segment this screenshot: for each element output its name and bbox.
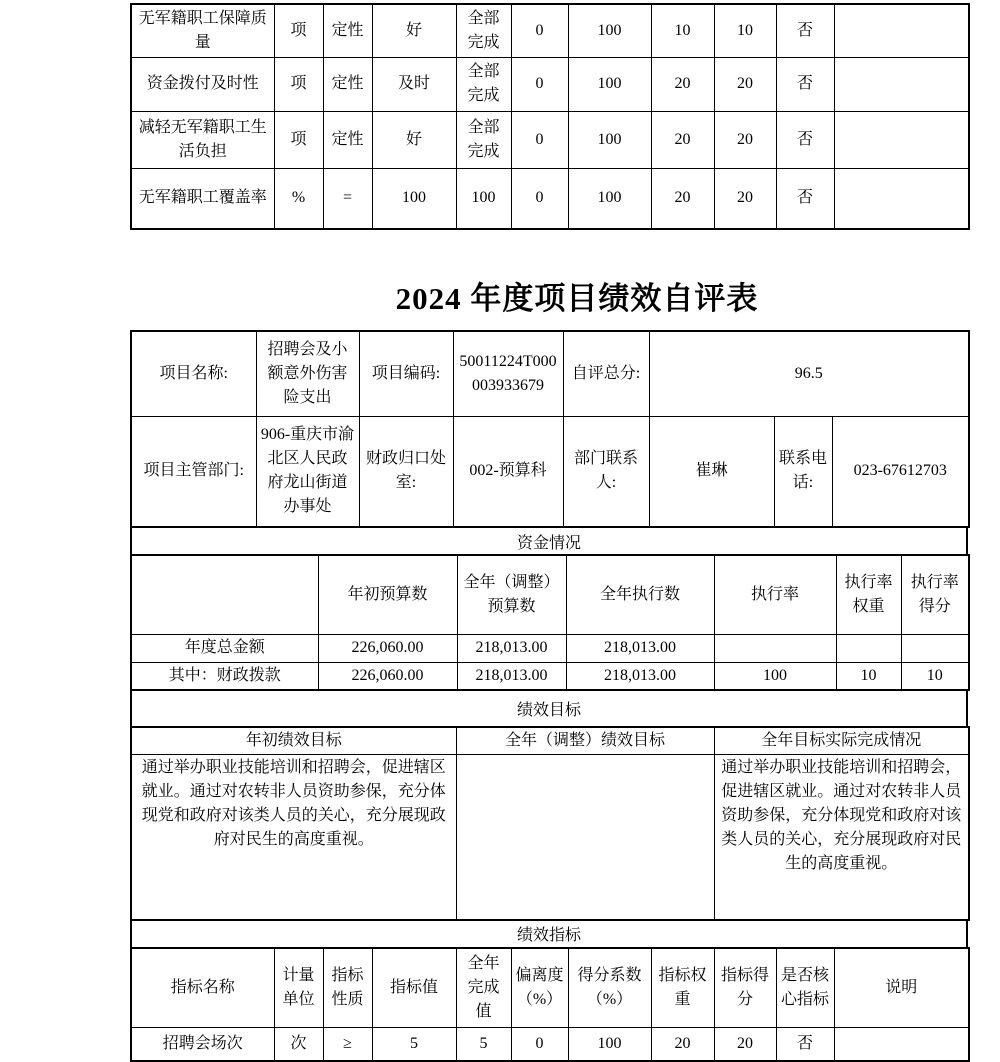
indicators-header-name: 指标名称: [131, 948, 274, 1028]
funding-header-initial: 年初预算数: [318, 555, 457, 634]
indicator-score-cell: 20: [714, 1028, 776, 1061]
indicator-coefficient-cell: 100: [568, 1028, 651, 1061]
table-row: [131, 111, 969, 168]
table-row: [131, 755, 969, 920]
table-row: [131, 416, 969, 527]
funding-rate-weight-value: 10: [836, 662, 901, 690]
indicators-header-weight: 指标权重: [651, 948, 714, 1028]
funding-row-label: 其中：财政拨款: [131, 662, 318, 690]
targets-adjusted-text: [456, 755, 714, 920]
indicator-core-cell: 否: [776, 111, 834, 168]
table-row: [131, 662, 969, 690]
indicator-unit-cell: 项: [274, 4, 323, 57]
indicators-header-coefficient: 得分系数（%）: [568, 948, 651, 1028]
phone-value: 023-67612703: [832, 416, 969, 527]
indicator-score-cell: 20: [714, 57, 776, 111]
funding-section-header: [130, 526, 968, 556]
targets-actual-text: 通过举办职业技能培训和招聘会，促进辖区就业。通过对农转非人员资助参保，充分体现党和政府对该类人员的关心，充分展现政府对民生的高度重视。: [714, 755, 969, 920]
indicator-note-cell: [834, 1028, 969, 1061]
indicator-deviation-cell: 0: [511, 4, 568, 57]
page-title: 2024 年度项目绩效自评表: [395, 281, 759, 316]
indicator-weight-cell: 20: [651, 57, 714, 111]
targets-table: [130, 726, 970, 921]
indicator-weight-cell: 10: [651, 4, 714, 57]
funding-adjusted-value: 218,013.00: [457, 634, 566, 662]
table-row: [131, 168, 969, 229]
funding-header-executed: 全年执行数: [566, 555, 714, 634]
indicator-coefficient-cell: 100: [568, 4, 651, 57]
targets-header-adjusted: 全年（调整）绩效目标: [456, 727, 714, 755]
funding-row-label: 年度总金额: [131, 634, 318, 662]
indicator-score-cell: 20: [714, 111, 776, 168]
funding-executed-value: 218,013.00: [566, 634, 714, 662]
indicators-section-title: 绩效指标: [516, 927, 581, 944]
funding-rate-value: [714, 634, 836, 662]
indicator-unit-cell: %: [274, 168, 323, 229]
indicator-value-cell: 5: [372, 1028, 456, 1061]
indicators-header-score: 指标得分: [714, 948, 776, 1028]
indicator-core-cell: 否: [776, 1028, 834, 1061]
indicators-table: [130, 947, 970, 1062]
indicator-core-cell: 否: [776, 4, 834, 57]
indicator-weight-cell: 20: [651, 168, 714, 229]
indicator-value-cell: 及时: [372, 57, 456, 111]
indicator-completed-cell: 5: [456, 1028, 511, 1061]
project-info-table: [130, 330, 970, 528]
indicator-core-cell: 否: [776, 57, 834, 111]
dept-label: 项目主管部门:: [131, 416, 256, 527]
indicator-unit-cell: 项: [274, 111, 323, 168]
indicator-completed-cell: 全部完成: [456, 111, 511, 168]
indicators-header-unit: 计量单位: [274, 948, 323, 1028]
project-name-label: 项目名称:: [131, 331, 256, 416]
indicator-unit-cell: 项: [274, 57, 323, 111]
funding-table: [130, 554, 970, 691]
indicator-weight-cell: 20: [651, 1028, 714, 1061]
indicator-name-cell: 招聘会场次: [131, 1028, 274, 1061]
table-row: [131, 727, 969, 755]
indicator-core-cell: 否: [776, 168, 834, 229]
indicators-header-core: 是否核心指标: [776, 948, 834, 1028]
table-row: [131, 1028, 969, 1061]
indicators-section-header: [130, 919, 968, 949]
indicator-nature-cell: 定性: [323, 57, 372, 111]
indicator-nature-cell: =: [323, 168, 372, 229]
indicator-nature-cell: ≥: [323, 1028, 372, 1061]
indicator-weight-cell: 20: [651, 111, 714, 168]
project-name-value: 招聘会及小额意外伤害险支出: [256, 331, 359, 416]
funding-initial-value: 226,060.00: [318, 662, 457, 690]
funding-header-rate: 执行率: [714, 555, 836, 634]
indicator-coefficient-cell: 100: [568, 111, 651, 168]
funding-header-rate-weight: 执行率权重: [836, 555, 901, 634]
table-row: [131, 4, 969, 57]
indicator-deviation-cell: 0: [511, 1028, 568, 1061]
funding-rate-score-value: [901, 634, 969, 662]
indicator-deviation-cell: 0: [511, 168, 568, 229]
indicator-note-cell: [834, 111, 969, 168]
funding-header-rate-score: 执行率得分: [901, 555, 969, 634]
indicator-name-cell: 减轻无军籍职工生活负担: [131, 111, 274, 168]
indicators-header-nature: 指标性质: [323, 948, 372, 1028]
funding-header-adjusted: 全年（调整）预算数: [457, 555, 566, 634]
indicator-score-cell: 10: [714, 4, 776, 57]
indicator-nature-cell: 定性: [323, 111, 372, 168]
targets-section-header: [130, 689, 968, 728]
indicator-name-cell: 资金拨付及时性: [131, 57, 274, 111]
targets-header-initial: 年初绩效目标: [131, 727, 456, 755]
phone-label: 联系电话:: [774, 416, 832, 527]
table-row: [131, 948, 969, 1028]
indicator-coefficient-cell: 100: [568, 57, 651, 111]
indicator-completed-cell: 全部完成: [456, 57, 511, 111]
targets-header-actual: 全年目标实际完成情况: [714, 727, 969, 755]
targets-section-title: 绩效目标: [516, 702, 581, 719]
indicators-header-completed: 全年完成值: [456, 948, 511, 1028]
indicator-value-cell: 好: [372, 4, 456, 57]
self-score-value: 96.5: [649, 331, 969, 416]
funding-adjusted-value: 218,013.00: [457, 662, 566, 690]
indicator-coefficient-cell: 100: [568, 168, 651, 229]
indicators-header-note: 说明: [834, 948, 969, 1028]
indicator-nature-cell: 定性: [323, 4, 372, 57]
contact-value: 崔琳: [649, 416, 774, 527]
indicator-deviation-cell: 0: [511, 111, 568, 168]
contact-label: 部门联系人:: [563, 416, 649, 527]
table-row: [131, 555, 969, 634]
funding-section-title: 资金情况: [516, 534, 581, 552]
funding-blank-header: [131, 555, 318, 634]
dept-value: 906-重庆市渝北区人民政府龙山街道办事处: [256, 416, 359, 527]
funding-rate-value: 100: [714, 662, 836, 690]
self-score-label: 自评总分:: [563, 331, 649, 416]
self-evaluation-table: [130, 330, 968, 1062]
project-code-value: 50011224T000003933679: [453, 331, 563, 416]
table-row: [131, 57, 969, 111]
indicator-note-cell: [834, 4, 969, 57]
finance-office-label: 财政归口处室:: [359, 416, 453, 527]
indicator-score-cell: 20: [714, 168, 776, 229]
finance-office-value: 002-预算科: [453, 416, 563, 527]
funding-rate-score-value: 10: [901, 662, 969, 690]
project-code-label: 项目编码:: [359, 331, 453, 416]
indicator-deviation-cell: 0: [511, 57, 568, 111]
table-row: [131, 634, 969, 662]
indicator-completed-cell: 全部完成: [456, 4, 511, 57]
indicators-header-deviation: 偏离度（%）: [511, 948, 568, 1028]
indicator-value-cell: 100: [372, 168, 456, 229]
indicator-name-cell: 无军籍职工覆盖率: [131, 168, 274, 229]
indicator-unit-cell: 次: [274, 1028, 323, 1061]
indicators-header-value: 指标值: [372, 948, 456, 1028]
table-row: [131, 331, 969, 416]
indicator-name-cell: 无军籍职工保障质量: [131, 4, 274, 57]
indicator-value-cell: 好: [372, 111, 456, 168]
funding-initial-value: 226,060.00: [318, 634, 457, 662]
indicator-completed-cell: 100: [456, 168, 511, 229]
indicator-note-cell: [834, 168, 969, 229]
funding-executed-value: 218,013.00: [566, 662, 714, 690]
indicator-note-cell: [834, 57, 969, 111]
funding-rate-weight-value: [836, 634, 901, 662]
targets-initial-text: 通过举办职业技能培训和招聘会，促进辖区就业。通过对农转非人员资助参保，充分体现党和政府对该类人员的关心，充分展现政府对民生的高度重视。: [131, 755, 456, 920]
previous-page-indicator-table: [130, 3, 970, 230]
